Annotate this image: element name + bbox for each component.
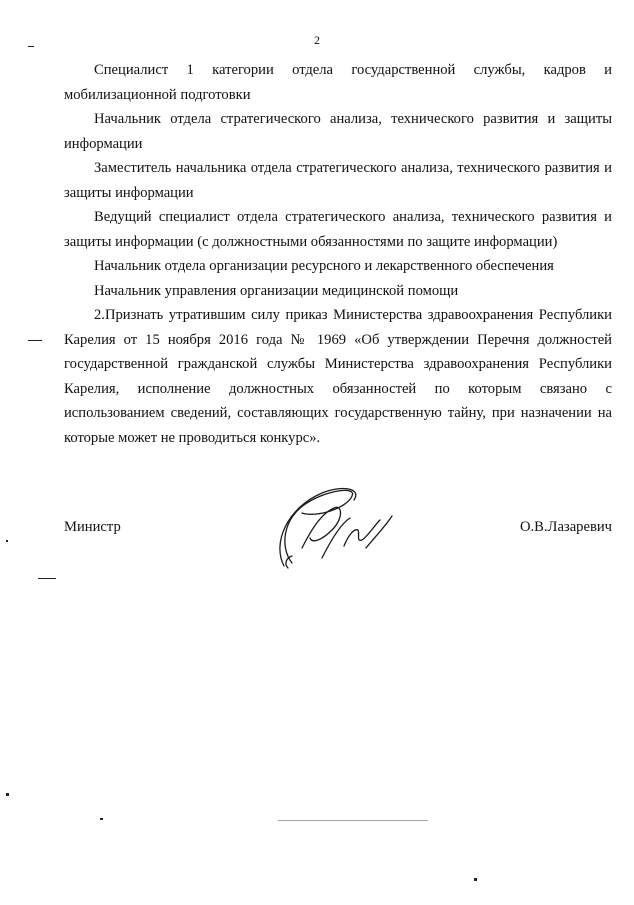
scan-mark (6, 540, 8, 542)
position-item: Ведущий специалист отдела стратегического анализа, технического развития и защиты информации (с должностными обязанностями по защите информации) (64, 209, 612, 250)
page-number: 2 (314, 33, 320, 47)
scan-mark (100, 818, 103, 820)
scan-mark (474, 878, 477, 881)
position-item: Начальник отдела организации ресурсного и лекарственного обеспечения (94, 258, 554, 274)
position-item: Заместитель начальника отдела стратегического анализа, технического развития и защиты информации (64, 160, 612, 201)
scan-mark (38, 578, 56, 579)
order-clause-2: 2.Признать утратившим силу приказ Министерства здравоохранения Республики Карелия от 15 ноября 2016 года № 1969 «Об утверждении Перечня должностей государственной гражданской службы Министерства здравоохранения Республики Карелия, исполнение должностных обязанностей по которым связано с использованием сведений, составляющих государственную тайну, при назначении на которые может не проводиться конкурс». (64, 307, 612, 446)
signatory-name: О.В.Лазаревич (519, 519, 612, 535)
scan-mark (28, 46, 34, 47)
scan-mark (278, 820, 428, 821)
position-item: Начальник отдела стратегического анализа, технического развития и защиты информации (64, 111, 612, 152)
scan-mark (6, 793, 9, 796)
scan-mark (28, 340, 42, 341)
position-item: Начальник управления организации медицинской помощи (94, 282, 459, 299)
position-item: Специалист 1 категории отдела государственной службы, кадров и мобилизационной подготовки (64, 62, 612, 103)
document-body (64, 58, 612, 450)
signatory-title: Министр (64, 519, 121, 535)
handwritten-signature (262, 478, 412, 578)
